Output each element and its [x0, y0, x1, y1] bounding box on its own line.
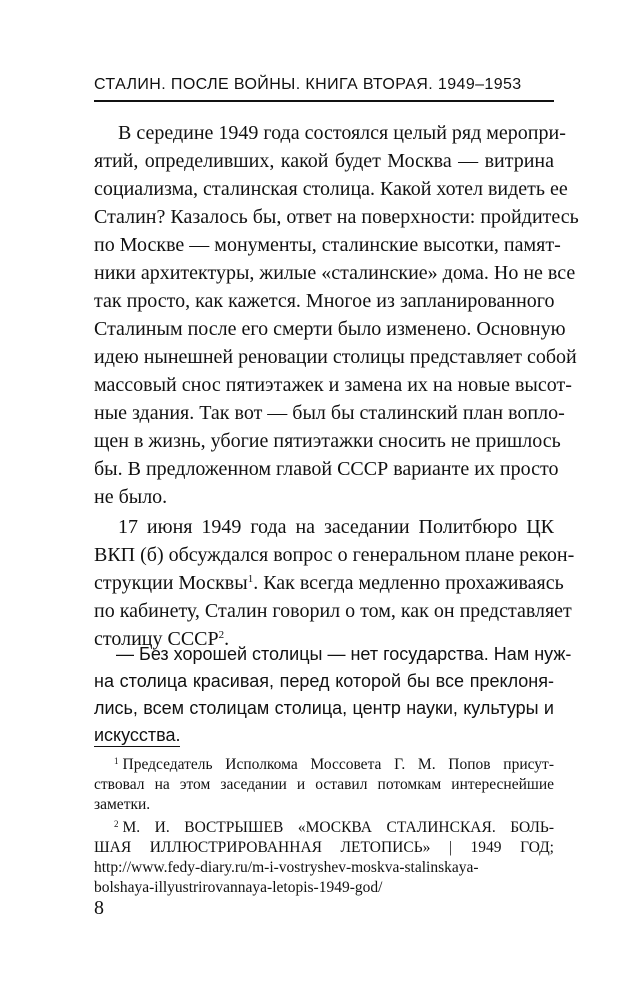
text-line: 17 июня 1949 года на заседании Политбюро ЦК: [118, 516, 554, 538]
text-line: так просто, как кажется. Многое из запланированного: [94, 290, 555, 312]
footnote-marker: 2: [114, 819, 119, 829]
quote-line: — Без хорошей столицы — нет государства. Нам нуж-: [116, 644, 572, 664]
text-span: струкции Москвы: [94, 572, 248, 594]
quote-line: искусства.: [94, 725, 181, 745]
quote-line: на столица красивая, перед которой бы все преклоня-: [94, 671, 554, 691]
text-line: Сталиным после его смерти было изменено. Основную: [94, 318, 566, 340]
footnote-rule: [94, 746, 180, 747]
text-line: не было.: [94, 486, 168, 508]
text-span: . Как всегда медленно прохаживаясь: [253, 572, 564, 594]
page-number: 8: [94, 897, 104, 919]
footnote-line: [94, 755, 554, 775]
text-line: бы. В предложенном главой СССР варианте их просто: [94, 458, 559, 480]
text-span: М. И. ВОСТРЫШЕВ «МОСКВА СТАЛИНСКАЯ. БОЛЬ-: [122, 819, 554, 836]
text-line: по Москве — монументы, сталинские высотки, памят-: [94, 234, 561, 256]
running-head: СТАЛИН. ПОСЛЕ ВОЙНЫ. КНИГА ВТОРАЯ. 1949–1953: [94, 76, 522, 93]
text-line: ятий, определивших, какой будет Москва — витрина: [94, 150, 554, 172]
footnote-line: заметки.: [94, 796, 151, 813]
text-line: ники архитектуры, жилые «сталинские» дома. Но не все: [94, 262, 576, 284]
text-line: В середине 1949 года состоялся целый ряд меропри-: [118, 122, 566, 144]
footnote-ref-1[interactable]: 1: [247, 573, 254, 585]
text-line: социализма, сталинская столица. Какой хотел видеть ее: [94, 178, 568, 200]
footnote-line: [94, 818, 554, 838]
quote-line: лись, всем столицам столица, центр науки, культуры и: [94, 698, 554, 718]
text-line: идею нынешней реновации столицы представляет собой: [94, 346, 577, 368]
text-line: массовый снос пятиэтажек и замена их на новые высот-: [94, 374, 572, 396]
text-line: Сталин? Казалось бы, ответ на поверхности: пройдитесь: [94, 206, 579, 228]
text-line: [94, 570, 564, 596]
text-line: по кабинету, Сталин говорил о том, как он представляет: [94, 600, 572, 622]
footnote-line: ствовал на этом заседании и оставил потомкам интереснейшие: [94, 776, 554, 793]
footnote-line: ШАЯ ИЛЛЮСТРИРОВАННАЯ ЛЕТОПИСЬ» | 1949 ГОД;: [94, 839, 554, 856]
text-line: ВКП (б) обсуждался вопрос о генеральном плане рекон-: [94, 544, 575, 566]
text-line: ные здания. Так вот — был бы сталинский план вопло-: [94, 402, 565, 424]
text-span: .: [224, 628, 230, 650]
text-span: столицу СССР: [94, 628, 219, 650]
footnote-marker: 1: [114, 756, 119, 766]
footnote-link-line[interactable]: http://www.fedy-diary.ru/m-i-vostryshev-moskva-stalinskaya-: [94, 859, 479, 876]
footnote-link-line[interactable]: bolshaya-illyustrirovannaya-letopis-1949-god/: [94, 879, 383, 896]
footnote-ref-2[interactable]: 2: [218, 629, 225, 641]
text-line: щен в жизнь, убогие пятиэтажки сносить не пришлось: [94, 430, 561, 452]
header-rule: [94, 100, 554, 102]
text-span: Председатель Исполкома Моссовета Г. М. Попов присут-: [122, 756, 554, 773]
